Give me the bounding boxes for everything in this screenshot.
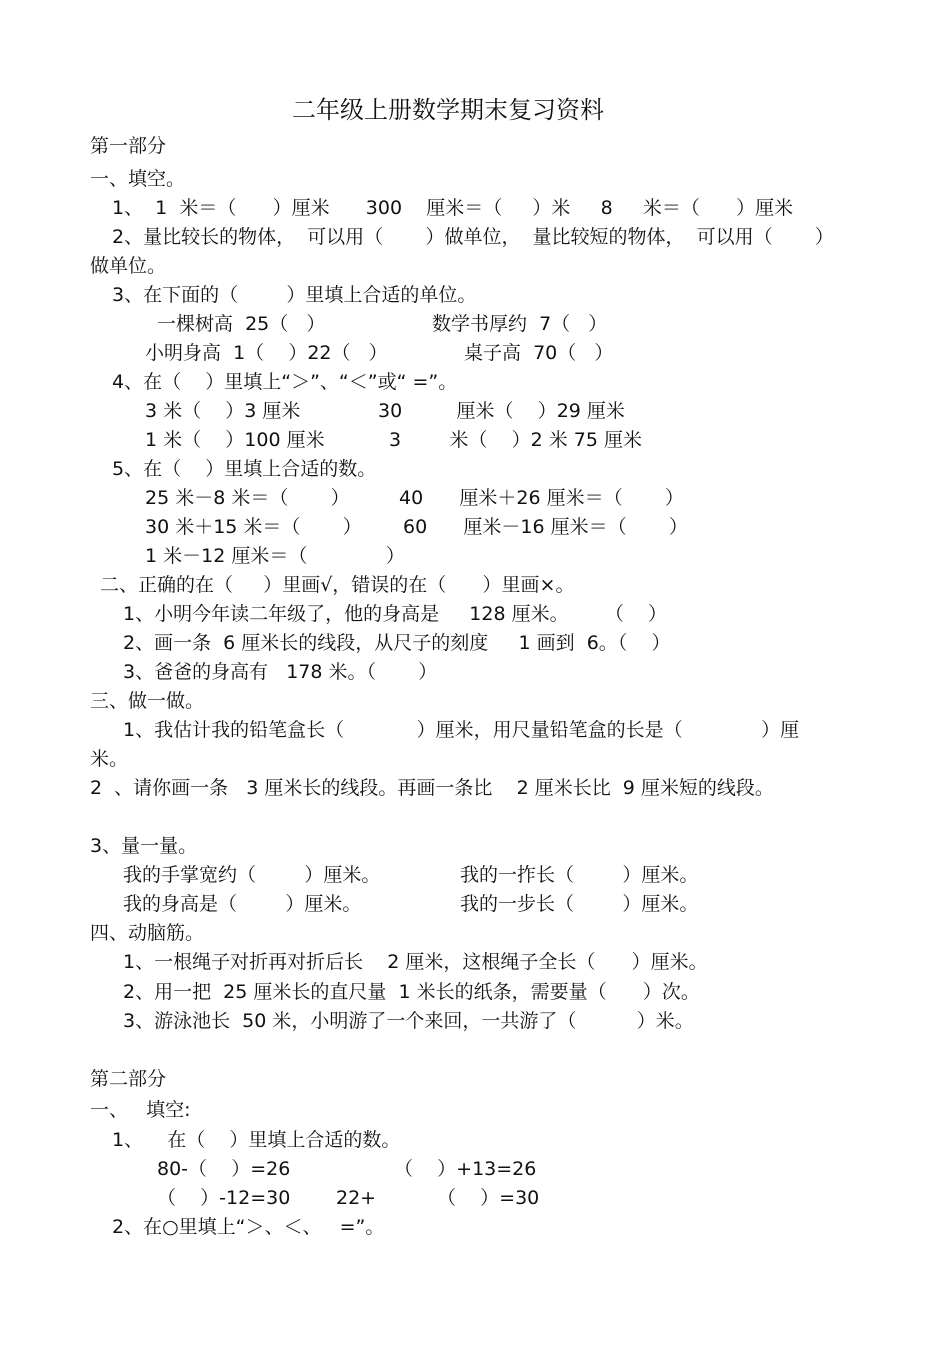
answer-item: 30 厘米（ ）29 厘米 (378, 400, 625, 422)
page-title: 二年级上册数学期末复习资料 (292, 96, 604, 124)
answer-item: 1 米（ ）100 厘米 (145, 429, 325, 451)
answer-item: 我的一拃长（ ）厘米。 (460, 864, 699, 886)
answer-item: 我的手掌宽约（ ）厘米。 (123, 864, 381, 886)
question-line: 1、 在（ ）里填上合适的数。 (112, 1129, 401, 1151)
answer-item: 桌子高 70（ ） (464, 342, 614, 364)
question-line: 1、我估计我的铅笔盒长（ ）厘米，用尺量铅笔盒的长是（ ）厘 (123, 719, 800, 741)
question-line: 2、在○里填上“＞、＜、 =”。 (112, 1216, 385, 1238)
question-line: 3、量一量。 (90, 835, 198, 857)
question-line: 3、爸爸的身高有 178 米。（ ） (123, 661, 438, 683)
answer-item: 一棵树高 25（ ） (157, 313, 326, 335)
section-heading: 一、 填空: (90, 1099, 191, 1121)
question-line: 1、小明今年读二年级了，他的身高是 128 厘米。 （ ） (123, 603, 667, 625)
answer-item: （ ）+13=26 (394, 1158, 537, 1180)
part1-heading: 第一部分 (90, 135, 167, 157)
question-line: 2、画一条 6 厘米长的线段，从尺子的刻度 1 画到 6。（ ） (123, 632, 671, 654)
answer-item: 1 米－12 厘米＝（ ） (145, 545, 405, 567)
question-line: 3、在下面的（ ）里填上合适的单位。 (112, 284, 477, 306)
answer-item: 我的一步长（ ）厘米。 (460, 893, 699, 915)
part2-heading: 第二部分 (90, 1068, 167, 1090)
question-line: 做单位。 (90, 255, 167, 277)
answer-item: 3 米（ ）2 米 75 厘米 (389, 429, 642, 451)
answer-item: 数学书厚约 7（ ） (432, 313, 608, 335)
question-line: 3、游泳池长 50 米，小明游了一个来回，一共游了（ ）米。 (123, 1010, 694, 1032)
section-heading: 四、动脑筋。 (90, 922, 205, 944)
answer-item: 80-（ ）=26 (157, 1158, 291, 1180)
answer-item: 40 厘米＋26 厘米＝（ ） (399, 487, 684, 509)
answer-item: （ ）-12=30 (157, 1187, 291, 1209)
question-line: 米。 (90, 748, 129, 770)
question-line: 2 、请你画一条 3 厘米长的线段。再画一条比 2 厘米长比 9 厘米短的线段。 (90, 777, 774, 799)
answer-item: 22+ (336, 1187, 377, 1209)
answer-item: 3 米（ ）3 厘米 (145, 400, 301, 422)
section-heading: 三、做一做。 (90, 690, 205, 712)
answer-item: 60 厘米－16 厘米＝（ ） (403, 516, 688, 538)
question-line: 2、量比较长的物体， 可以用（ ）做单位， 量比较短的物体， 可以用（ ） (112, 226, 834, 248)
question-line: 2、用一把 25 厘米长的直尺量 1 米长的纸条，需要量（ ）次。 (123, 981, 700, 1003)
section-heading: 二、正确的在（ ）里画√，错误的在（ ）里画×。 (100, 574, 575, 596)
answer-item: （ ）=30 (437, 1187, 540, 1209)
answer-item: 30 米＋15 米＝（ ） (145, 516, 362, 538)
answer-item: 小明身高 1（ ）22（ ） (145, 342, 388, 364)
question-line: 5、在（ ）里填上合适的数。 (112, 458, 377, 480)
section-heading: 一、填空。 (90, 168, 186, 190)
question-line: 4、在（ ）里填上“＞”、“＜”或“ =”。 (112, 371, 458, 393)
answer-item: 我的身高是（ ）厘米。 (123, 893, 362, 915)
question-line: 1、一根绳子对折再对折后长 2 厘米，这根绳子全长（ ）厘米。 (123, 951, 708, 973)
answer-item: 25 米－8 米＝（ ） (145, 487, 350, 509)
question-line: 1、 1 米＝（ ）厘米 300 厘米＝（ ）米 8 米＝（ ）厘米 (112, 197, 794, 219)
